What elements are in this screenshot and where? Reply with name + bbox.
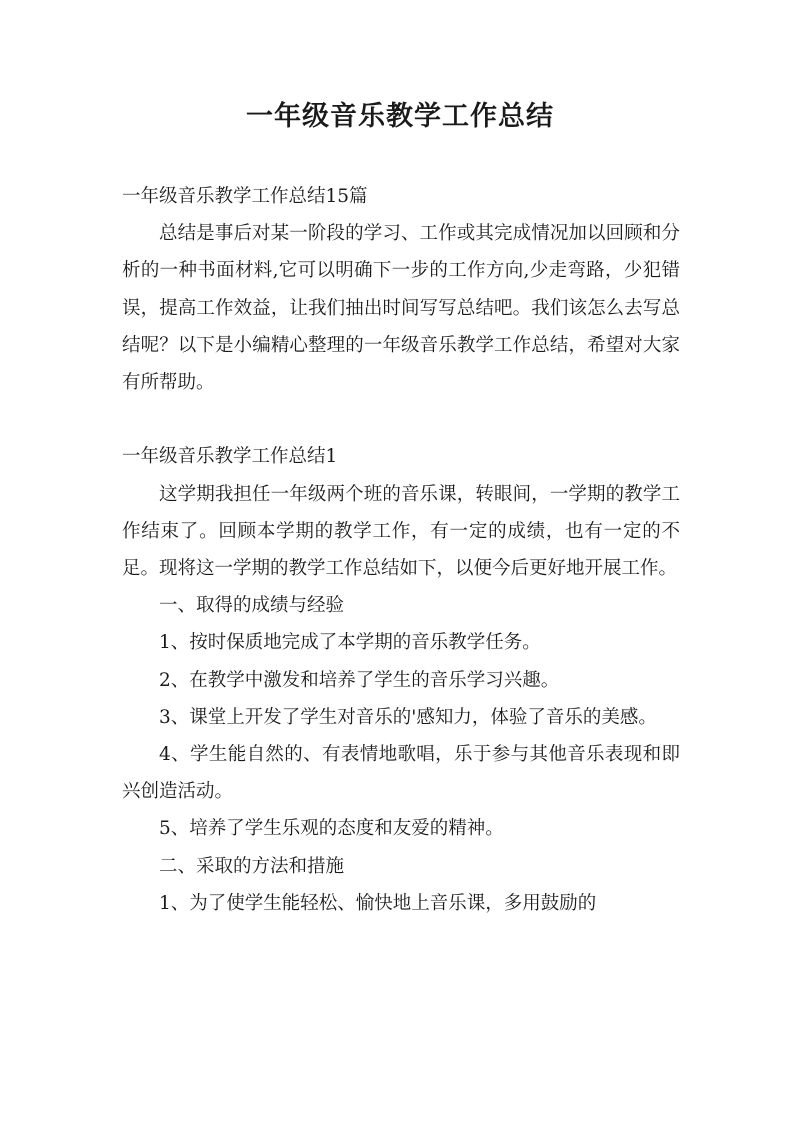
list-item: 1、为了使学生能轻松、愉快地上音乐课，多用鼓励的 [159, 892, 597, 914]
list-item: 3、课堂上开发了学生对音乐的'感知力，体验了音乐的美感。 [159, 706, 657, 728]
subtitle: 一年级音乐教学工作总结15篇 [122, 186, 368, 207]
spacer [122, 401, 680, 438]
subheading-methods: 二、采取的方法和措施 [159, 855, 345, 877]
section-heading: 一年级音乐教学工作总结1 [122, 446, 338, 468]
document-body [122, 178, 680, 922]
intro-paragraph: 总结是事后对某一阶段的学习、工作或其完成情况加以回顾和分析的一种书面材料,它可以明确下一步的工作方向,少走弯路，少犯错误，提高工作效益，让我们抽出时间写写总结吧。我们该怎么去写总结呢？以下是小编精心整理的一年级音乐教学工作总结，希望对大家有所帮助。 [122, 223, 680, 394]
subheading-achievements: 一、取得的成绩与经验 [159, 595, 345, 617]
list-item: 2、在教学中激发和培养了学生的音乐学习兴趣。 [159, 669, 560, 691]
document-title: 一年级音乐教学工作总结 [246, 101, 554, 132]
section-paragraph: 这学期我担任一年级两个班的音乐课，转眼间，一学期的教学工作结束了。回顾本学期的教学工作，有一定的成绩，也有一定的不足。现将这一学期的教学工作总结如下，以便今后更好地开展工作。 [122, 483, 680, 580]
list-item: 1、按时保质地完成了本学期的音乐教学任务。 [159, 632, 541, 654]
list-item: 4、学生能自然的、有表情地歌唱，乐于参与其他音乐表现和即兴创造活动。 [122, 744, 680, 803]
list-item: 5、培养了学生乐观的态度和友爱的精神。 [159, 818, 504, 840]
